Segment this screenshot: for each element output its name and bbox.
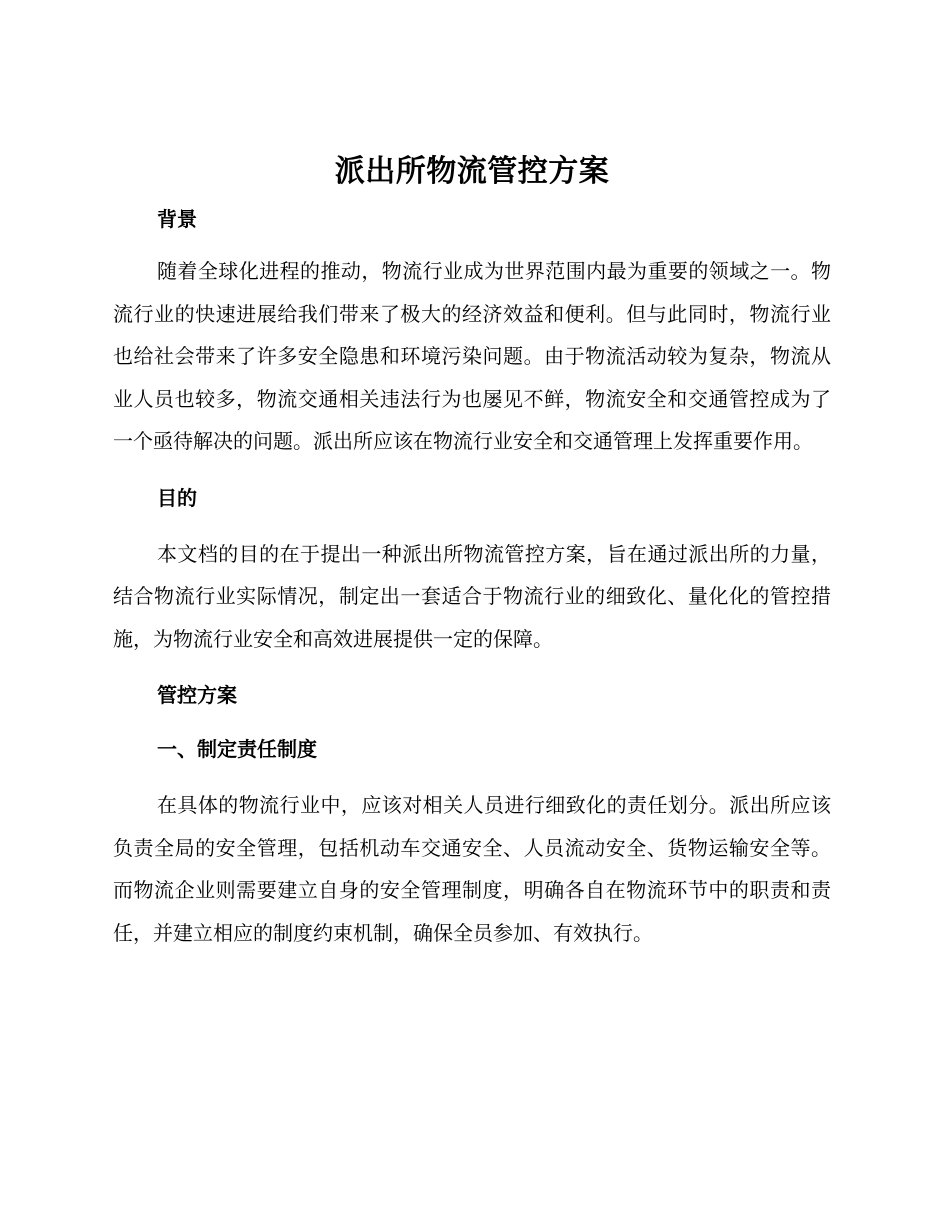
document-body [113, 150, 831, 954]
section-heading-background: 背景 [157, 207, 197, 231]
paragraph-purpose: 本文档的目的在于提出一种派出所物流管控方案，旨在通过派出所的力量，结合物流行业实际情况，制定出一套适合于物流行业的细致化、量化化的管控措施，为物流行业安全和高效进展提供一定的保障。 [113, 541, 831, 651]
section-heading-plan: 管控方案 [157, 683, 237, 707]
paragraph-background: 随着全球化进程的推动，物流行业成为世界范围内最为重要的领域之一。物流行业的快速进展给我们带来了极大的经济效益和便利。但与此同时，物流行业也给社会带来了许多安全隐患和环境污染问题。由于物流活动较为复杂，物流从业人员也较多，物流交通相关违法行为也屡见不鲜，物流安全和交通管控成为了一个亟待解决的问题。派出所应该在物流行业安全和交通管理上发挥重要作用。 [113, 259, 831, 453]
paragraph-responsibility: 在具体的物流行业中，应该对相关人员进行细致化的责任划分。派出所应该负责全局的安全管理，包括机动车交通安全、人员流动安全、货物运输安全等。而物流企业则需要建立自身的安全管理制度，明确各自在物流环节中的职责和责任，并建立相应的制度约束机制，确保全员参加、有效执行。 [113, 793, 831, 945]
section-heading-purpose: 目的 [157, 485, 197, 510]
document-title: 派出所物流管控方案 [334, 154, 610, 189]
subsection-heading-responsibility: 一、制定责任制度 [157, 737, 317, 761]
